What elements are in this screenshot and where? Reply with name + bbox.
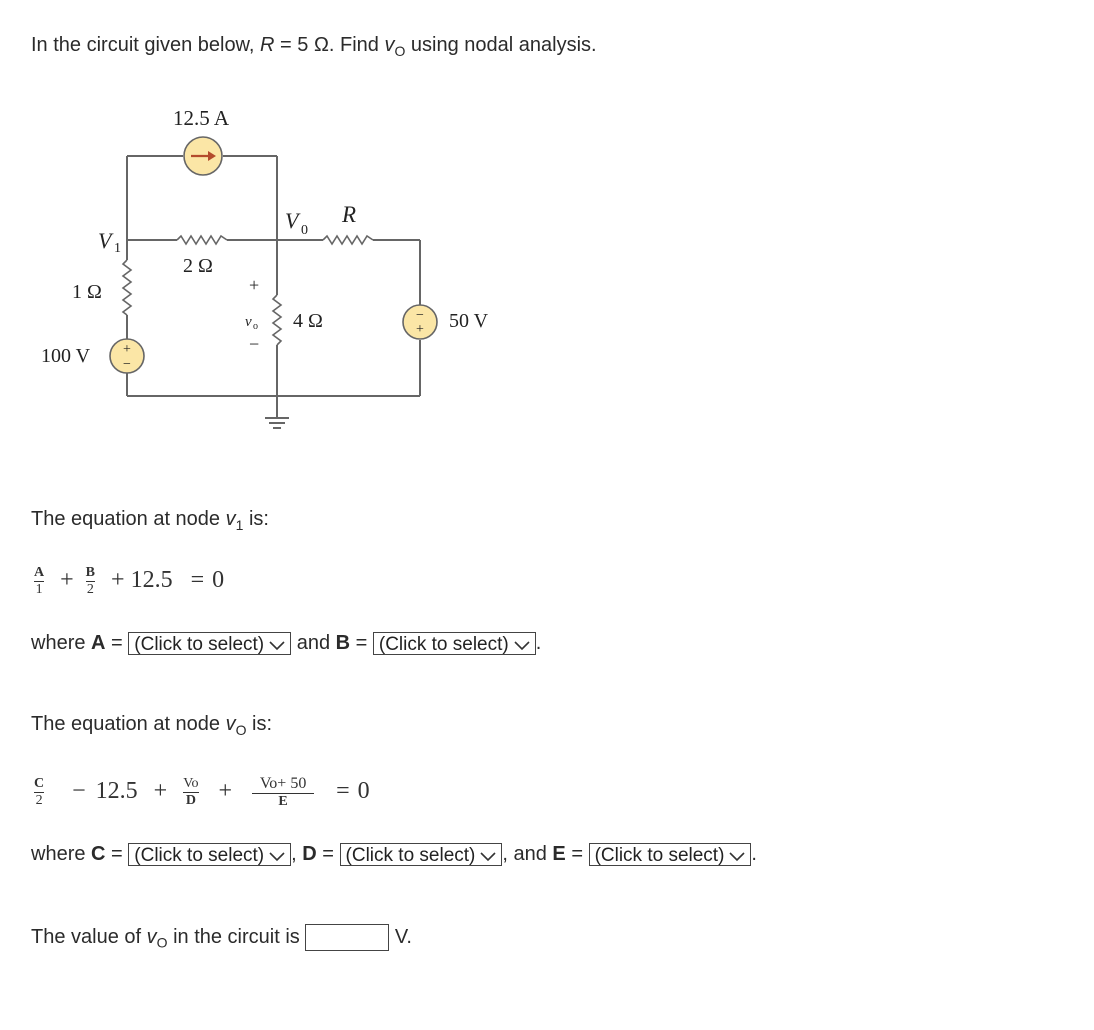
- node-vo-prompt-after: is:: [246, 713, 273, 735]
- circuit-diagram: [30, 100, 500, 445]
- where-text-2: where: [31, 843, 92, 865]
- resistor-1ohm: [123, 260, 131, 315]
- source-right-plus: +: [416, 322, 424, 337]
- v1-symbol: v: [225, 508, 236, 530]
- voltage-source-left: [110, 339, 144, 373]
- eq-vo-zero: 0: [357, 778, 370, 805]
- ground-symbol: [265, 418, 289, 428]
- period: .: [535, 632, 542, 654]
- dropdown-c[interactable]: [128, 843, 291, 866]
- chevron-down-icon: [479, 850, 497, 862]
- voltage-source-right: [403, 305, 437, 339]
- fraction-c-over-2: [34, 777, 44, 808]
- node-v1-prompt-text: The equation at node: [31, 508, 226, 530]
- r-symbol: R: [260, 34, 275, 56]
- vo-side-subscript: o: [253, 321, 258, 332]
- d-label: D: [302, 843, 317, 865]
- e-equals: =: [565, 843, 589, 865]
- eq-vo-plus-2: +: [218, 778, 233, 805]
- chevron-down-icon: [268, 850, 286, 862]
- period-2: .: [751, 843, 757, 865]
- vo-symbol-3: v: [146, 925, 157, 948]
- chevron-down-icon: [513, 639, 531, 651]
- dropdown-d-text: (Click to select): [345, 845, 476, 867]
- vo-symbol-2: v: [225, 713, 236, 735]
- r-label: R: [342, 202, 357, 227]
- node-v1-equation: [34, 566, 224, 597]
- current-source-label: 12.5 A: [173, 106, 230, 130]
- dropdown-e[interactable]: [589, 843, 752, 866]
- comma-1: ,: [291, 843, 303, 865]
- eq-constant: 12.5: [130, 567, 173, 594]
- comma-and: , and: [502, 843, 553, 865]
- dropdown-a[interactable]: [128, 632, 291, 655]
- node-v1-prompt: [31, 508, 269, 533]
- dropdown-e-text: (Click to select): [594, 845, 725, 867]
- source-right-minus: −: [416, 308, 424, 323]
- eq-b: B: [85, 565, 96, 580]
- source-left-plus: +: [123, 342, 131, 357]
- vo-plus-sign: +: [249, 275, 260, 295]
- eq-vo-equals: =: [336, 778, 350, 805]
- node-vo-prompt: [31, 713, 272, 738]
- where-text: where: [31, 632, 92, 654]
- c-equals: =: [105, 843, 129, 865]
- node-vo-prompt-text: The equation at node: [31, 713, 226, 735]
- eq-c: C: [34, 776, 45, 791]
- c-label: C: [91, 843, 106, 865]
- dropdown-b-text: (Click to select): [378, 634, 509, 656]
- vo-subscript-3: O: [156, 934, 168, 951]
- chevron-down-icon: [728, 850, 746, 862]
- fraction-a-over-1: [34, 566, 44, 597]
- fraction-vo-over-d: [183, 777, 198, 808]
- eq-equals: =: [190, 567, 205, 594]
- final-prompt-after: in the circuit is: [167, 925, 306, 948]
- eq-d: D: [185, 793, 196, 808]
- eq-zero: 0: [212, 567, 225, 594]
- v1-subscript: 1: [114, 241, 121, 256]
- eq-e: E: [278, 794, 288, 809]
- eq-vo50-numerator: Vo+ 50: [259, 775, 307, 792]
- eq-plus-2: +: [111, 567, 125, 594]
- eq-vo-plus-1: +: [153, 778, 168, 805]
- eq-minus: −: [72, 778, 86, 805]
- node-v1-where-line: [31, 632, 541, 655]
- vo-side-label: v: [245, 314, 252, 330]
- eq-vo-numerator: Vo: [183, 776, 199, 791]
- dropdown-a-text: (Click to select): [134, 634, 265, 656]
- vo-subscript-2: O: [235, 721, 247, 738]
- chevron-down-icon: [268, 639, 286, 651]
- vo-node-subscript: 0: [301, 223, 308, 238]
- resistor-2ohm: [177, 236, 227, 244]
- eq-a: A: [34, 565, 45, 580]
- final-answer-line: [31, 924, 412, 951]
- fraction-vo50-over-e: [252, 776, 314, 809]
- r4-label: 4 Ω: [293, 310, 323, 332]
- final-prompt-text: The value of: [31, 925, 147, 948]
- unit-volts: V.: [389, 925, 412, 948]
- r1-label: 1 Ω: [72, 281, 102, 303]
- b-label: B: [335, 632, 351, 654]
- problem-statement: [31, 34, 597, 59]
- eq-c-denominator: 2: [35, 793, 43, 808]
- eq-denominator-2: 2: [86, 582, 94, 597]
- vo-minus-sign: −: [249, 334, 260, 354]
- current-source: [184, 137, 222, 175]
- r2-label: 2 Ω: [183, 255, 213, 277]
- dropdown-b[interactable]: [373, 632, 536, 655]
- vo-symbol: v: [384, 34, 395, 56]
- vo-subscript: O: [394, 42, 406, 59]
- e-label: E: [552, 843, 566, 865]
- node-vo-equation: [34, 776, 370, 809]
- a-equals: =: [105, 632, 129, 654]
- a-label: A: [91, 632, 106, 654]
- node-vo-where-line: [31, 843, 757, 866]
- eq-denominator-1: 1: [35, 582, 43, 597]
- vo-answer-input[interactable]: [305, 924, 389, 951]
- intro-after-text: using nodal analysis.: [405, 34, 597, 56]
- v1-subscript-text: 1: [235, 516, 244, 533]
- v1-label: V: [98, 228, 112, 253]
- vo-node-label: V: [285, 208, 299, 233]
- resistor-r: [323, 236, 373, 244]
- node-v1-prompt-after: is:: [243, 508, 269, 530]
- fraction-b-over-2: [86, 566, 95, 597]
- eq-vo-constant: 12.5: [95, 778, 138, 805]
- b-equals: =: [350, 632, 373, 654]
- source-left-minus: −: [123, 357, 131, 372]
- dropdown-c-text: (Click to select): [134, 845, 265, 867]
- source-right-label: 50 V: [449, 310, 489, 332]
- resistor-4ohm: [273, 295, 281, 345]
- source-left-label: 100 V: [41, 345, 91, 367]
- intro-text: In the circuit given below,: [31, 34, 261, 56]
- intro-r-value: = 5 Ω. Find: [274, 34, 385, 56]
- and-text: and: [291, 632, 336, 654]
- eq-plus-1: +: [60, 567, 74, 594]
- d-equals: =: [316, 843, 340, 865]
- dropdown-d[interactable]: [340, 843, 503, 866]
